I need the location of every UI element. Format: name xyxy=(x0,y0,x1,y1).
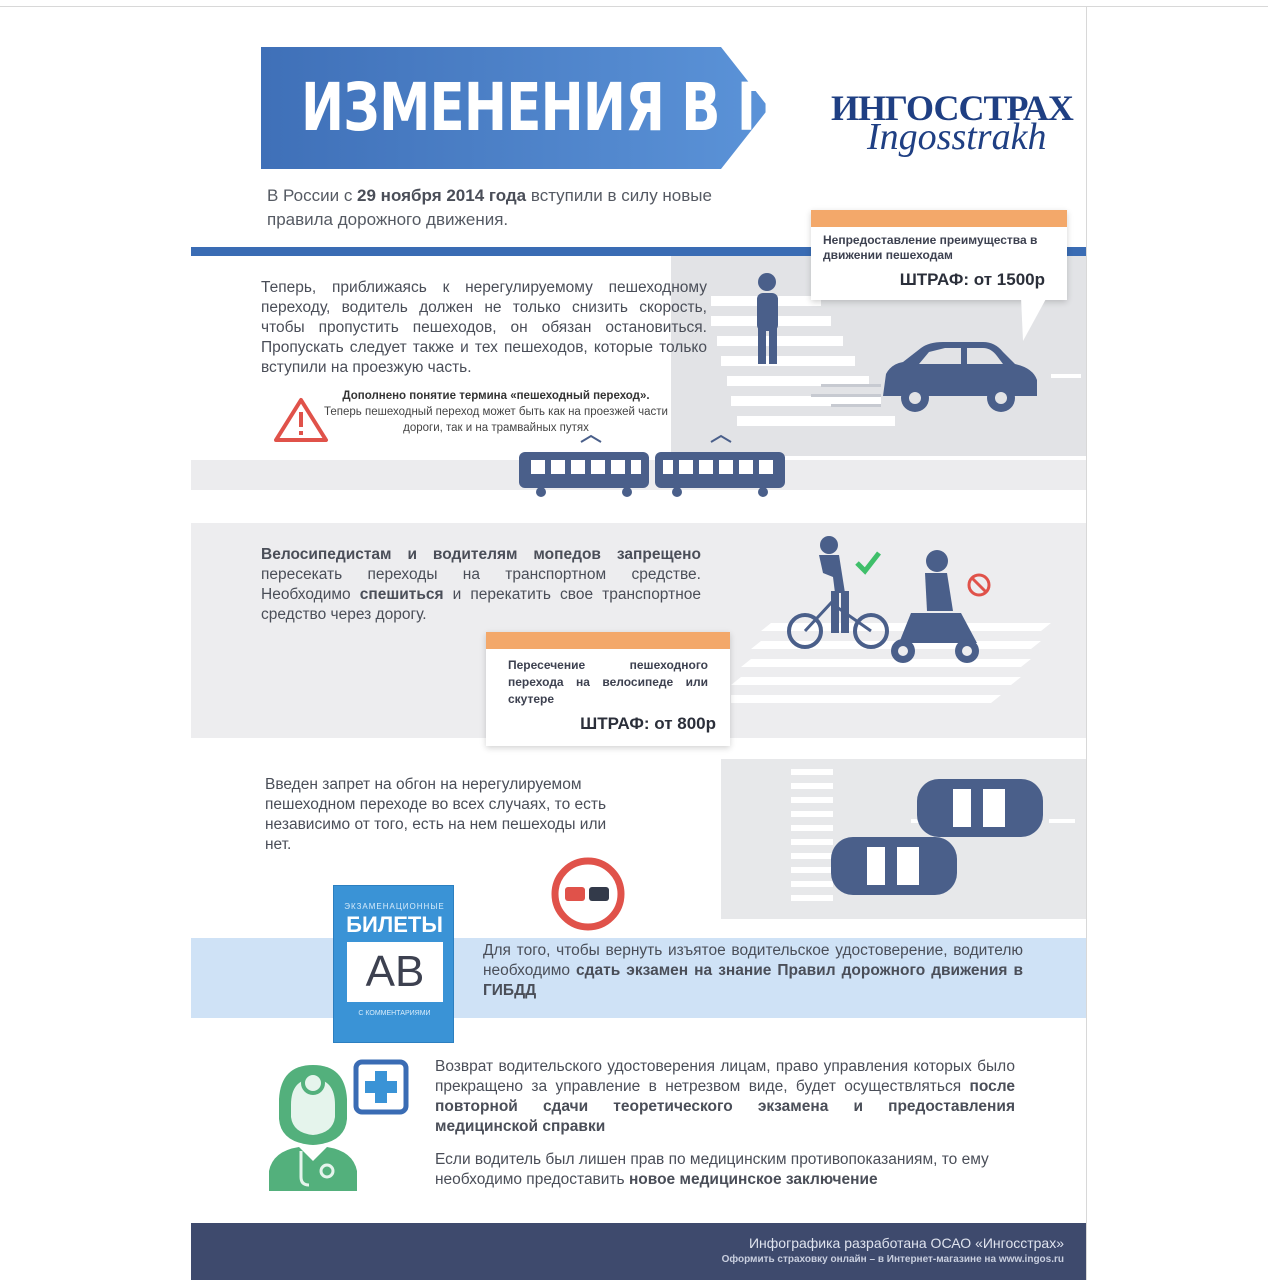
page-title: ИЗМЕНЕНИЯ В ПДД xyxy=(301,69,870,146)
fine-callout-pedestrians xyxy=(811,210,1067,300)
note-text: Теперь пешеходный переход может быть как на проезжей части дороги, так и на трамвайных путях xyxy=(324,406,668,434)
s2-text-b: и перекатить свое транспортное средство через дорогу. xyxy=(261,586,701,623)
section5-text2 xyxy=(435,1150,1015,1190)
cyclist-scene xyxy=(731,533,1086,733)
fine-description: Пересечение пешеходного перехода на велосипеде или скутере xyxy=(508,658,708,706)
s5-text2-a: Если водитель был лишен прав по медицинским противопоказаниям, то ему необходимо предоставить xyxy=(435,1151,989,1188)
exam-tickets-book xyxy=(333,885,454,1043)
intro-date: 29 ноября 2014 года xyxy=(357,186,527,205)
ingosstrakh-logo xyxy=(831,87,1071,159)
no-entry-icon xyxy=(969,575,989,595)
s2-text-a: пересекать переходы на транспортном средстве. Необходимо xyxy=(261,566,701,603)
car-top-icon-2 xyxy=(831,837,957,895)
tram-icon xyxy=(511,432,791,502)
logo-text-en: Ingosstrakh xyxy=(867,116,1047,158)
car-icon xyxy=(883,342,1037,412)
section4-text xyxy=(483,941,1023,1001)
s5-text1-a: Возврат водительского удостоверения лицам, право управления которых было прекращено за управление в нетрезвом виде, будет осуществляться xyxy=(435,1058,1015,1095)
fine-amount: ШТРАФ: от 1500р xyxy=(899,270,1045,289)
intro-post: вступили в силу новые правила дорожного движения. xyxy=(267,186,712,229)
pedestrian-icon xyxy=(757,273,778,364)
s2-bold: Велосипедистам и водителям мопедов запрещено xyxy=(261,546,701,563)
fine-description: Непредоставление преимущества в движении пешеходам xyxy=(823,233,1038,262)
footer-url-link[interactable]: www.ingos.ru xyxy=(998,1254,1064,1265)
ticket-label-small: ЭКЗАМЕНАЦИОННЫЕ xyxy=(344,902,445,911)
s5-text1-bold: после повторной сдачи теоретического экзамена и предоставления медицинской справки xyxy=(435,1078,1015,1135)
callout-pointer xyxy=(1017,297,1057,345)
logo-text-ru: ИНГОССТРАХ xyxy=(831,88,1073,128)
title-banner xyxy=(261,47,870,169)
crossing-note xyxy=(321,388,671,436)
footer-line2-text: Оформить страховку онлайн – в Интернет-магазине на xyxy=(721,1254,999,1265)
section2-text xyxy=(261,545,701,625)
section3-text: Введен запрет на обгон на нерегулируемом пешеходном переходе во всех случаях, то есть независимо от того, есть на нем пешеходы или нет. xyxy=(265,776,607,853)
ticket-label-big: БИЛЕТЫ xyxy=(346,912,443,937)
s4-bold: сдать экзамен на знание Правил дорожного движения в ГИБДД xyxy=(483,962,1023,999)
footer xyxy=(191,1223,1086,1280)
overtaking-road xyxy=(721,759,1086,919)
intro-text xyxy=(267,184,737,232)
section1-text: Теперь, приближаясь к нерегулируемому пешеходному переходу, водитель должен не только снизить скорость, чтобы пропустить пешеходов, он обязан остановиться. Пропускать следует также и тех пешеходов, которые только вступили на проезжую часть. xyxy=(261,279,707,376)
check-icon xyxy=(857,553,879,571)
ticket-category: АВ xyxy=(347,942,443,1002)
footer-credit: Инфографика разработана ОСАО «Ингосстрах» xyxy=(748,1235,1064,1251)
s4-text-a: Для того, чтобы вернуть изъятое водительское удостоверение, водителю необходимо xyxy=(483,942,1023,979)
medical-cross-icon xyxy=(353,1059,409,1115)
right-border xyxy=(1086,6,1087,1280)
s2-bold2: спешиться xyxy=(359,586,444,603)
section5-text1 xyxy=(435,1057,1015,1137)
fine-bar xyxy=(486,632,730,649)
fine-callout-cyclists xyxy=(486,632,730,746)
fine-amount: ШТРАФ: от 800р xyxy=(580,714,716,733)
ticket-foot: С КОММЕНТАРИЯМИ xyxy=(358,1010,431,1017)
infographic-page xyxy=(191,7,1086,1280)
doctor-icon xyxy=(261,1059,365,1195)
no-overtaking-sign-icon xyxy=(551,857,625,931)
car-top-icon-1 xyxy=(917,779,1043,837)
footer-link-line xyxy=(722,1254,1064,1265)
fine-bar xyxy=(811,210,1067,227)
intro-pre: В России с xyxy=(267,186,358,205)
note-title: Дополнено понятие термина «пешеходный переход». xyxy=(342,390,650,402)
s5-text2-bold: новое медицинское заключение xyxy=(628,1171,878,1188)
